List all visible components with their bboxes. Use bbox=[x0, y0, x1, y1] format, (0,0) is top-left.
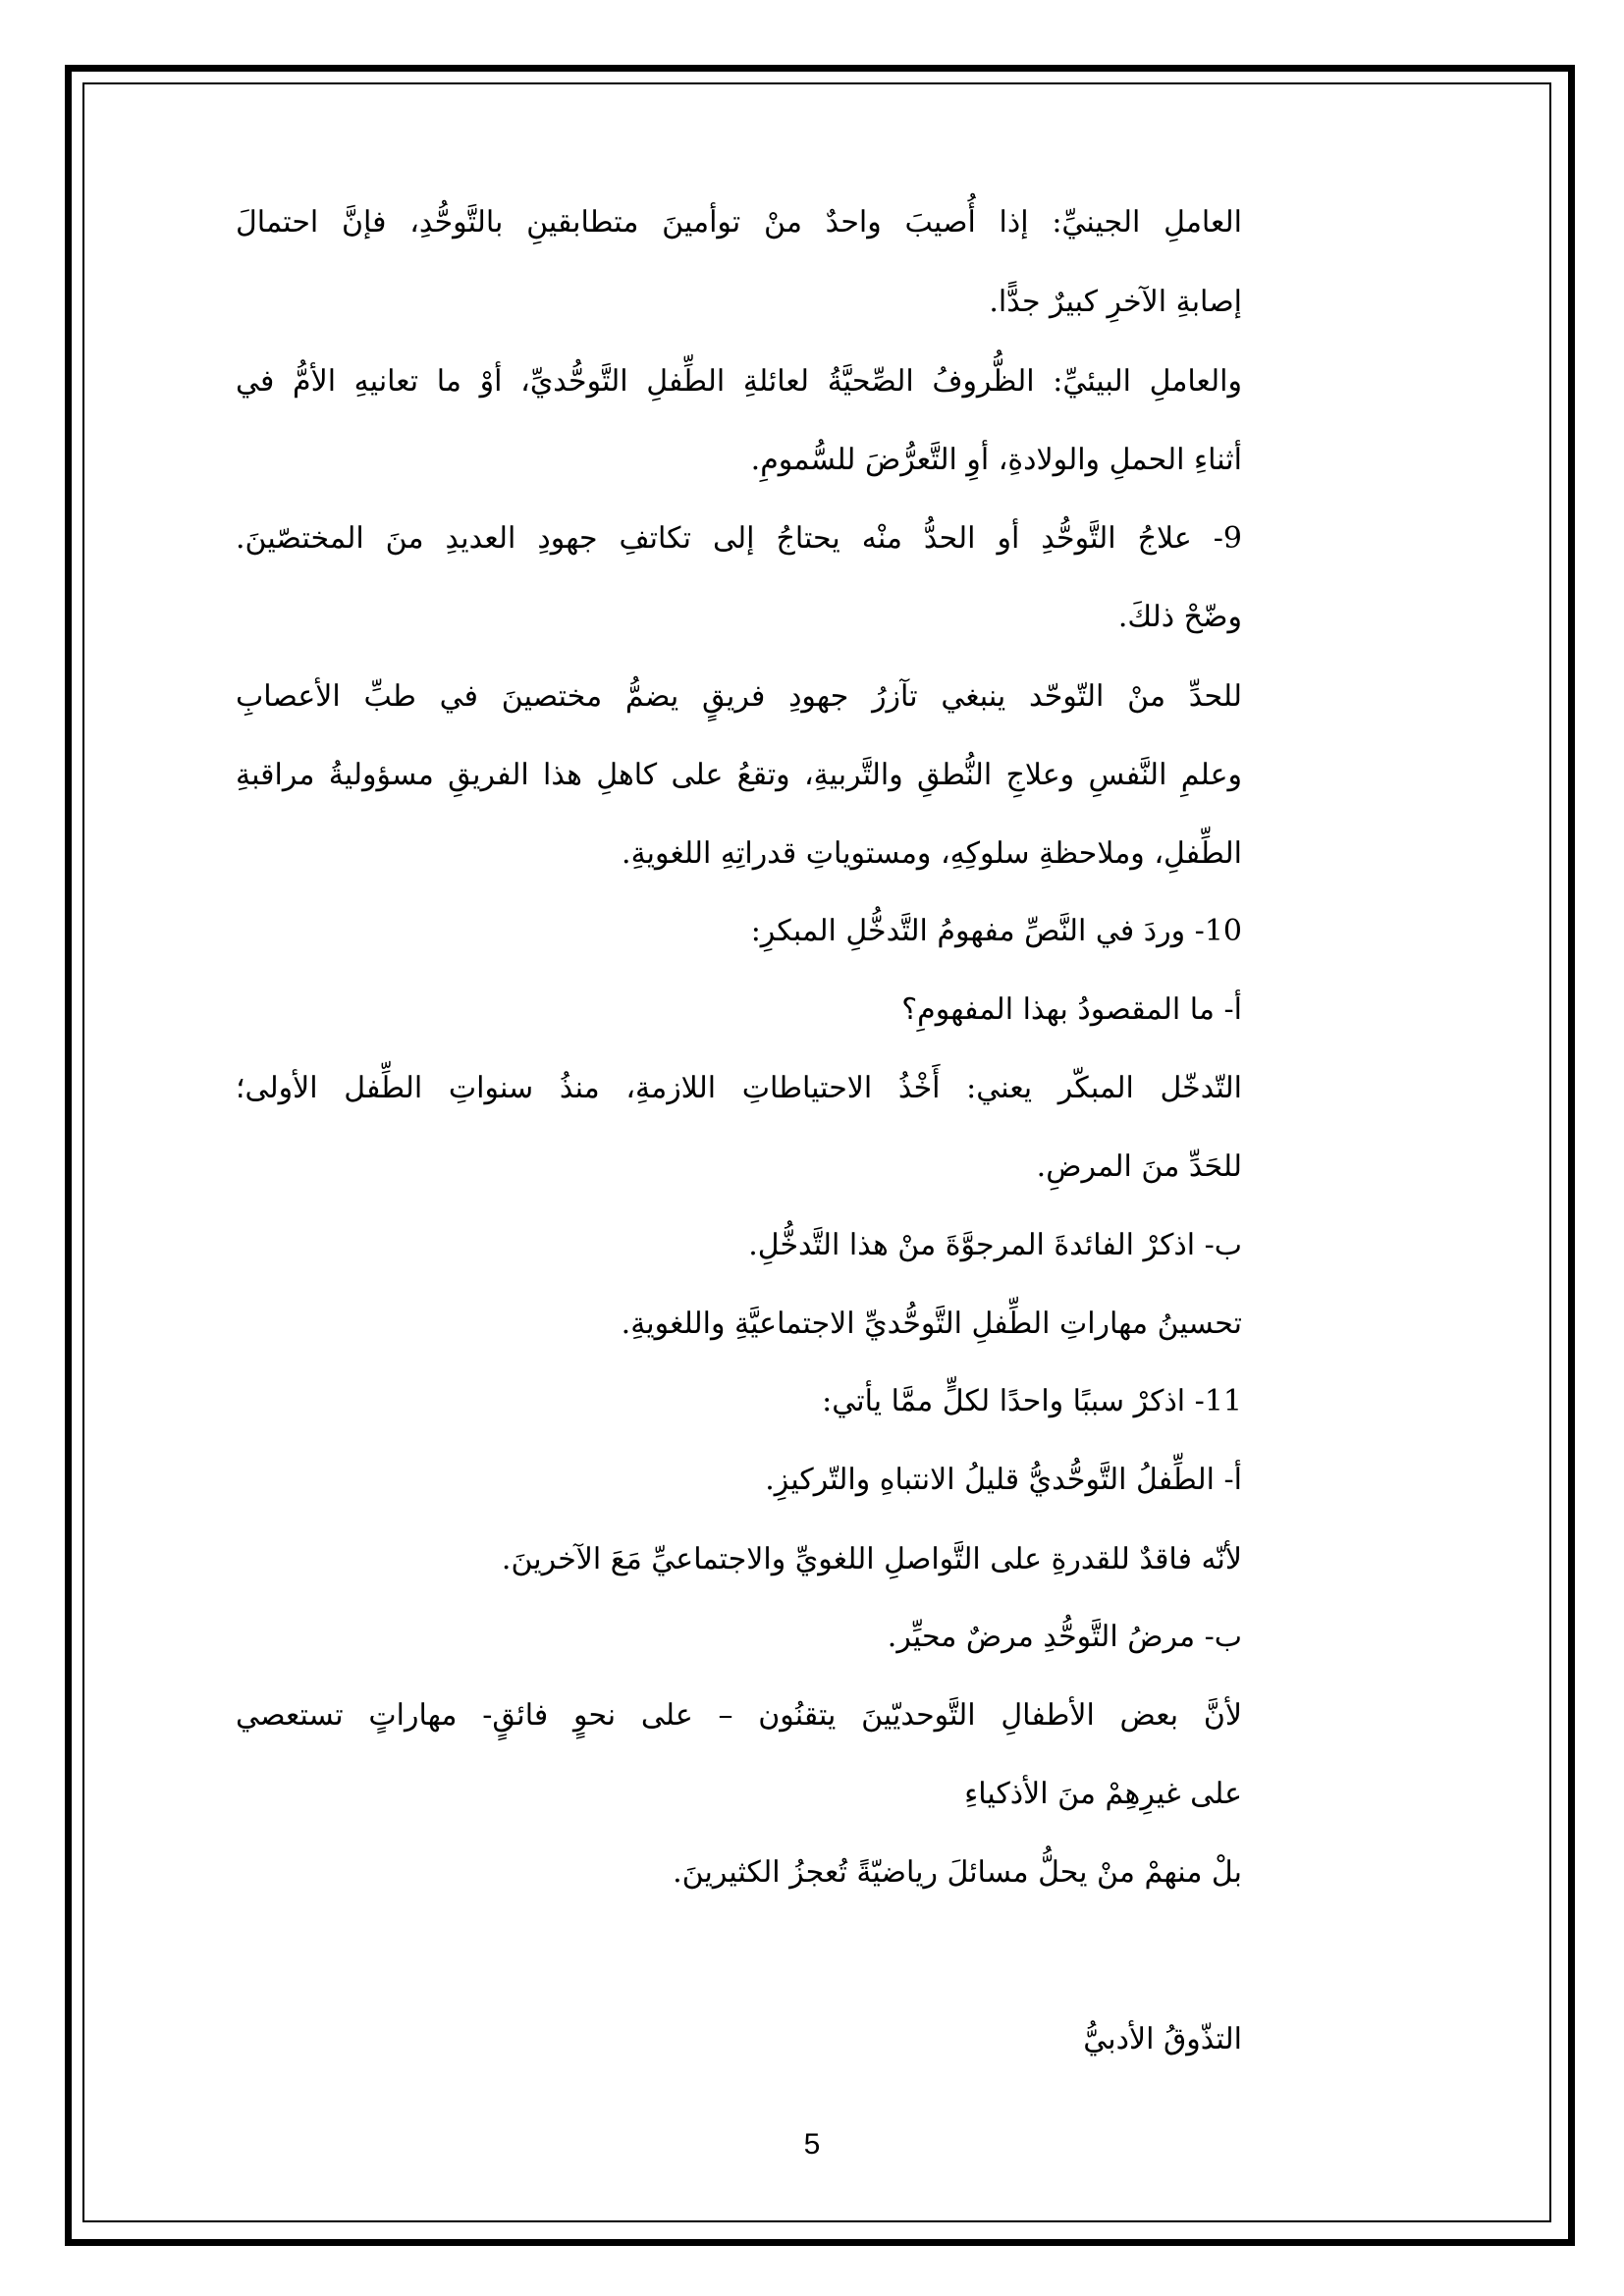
text-line: والعاملِ البيئيِّ: الظُّروفُ الصِّحيَّةُ لعائلةِ الطِّفلِ التَّوحُّديِّ، أوْ ما تعانيهِ الأمُّ في bbox=[236, 364, 1242, 399]
text-line: 10- وردَ في النَّصِّ مفهومُ التَّدخُّلِ المبكرِ: bbox=[750, 914, 1242, 948]
page-number: 5 bbox=[803, 2128, 821, 2161]
text-line: أثناءِ الحملِ والولادةِ، أوِ التَّعرُّضَ للسُّمومِ. bbox=[750, 443, 1242, 477]
text-line: لأنّه فاقدٌ للقدرةِ على التَّواصلِ اللغويِّ والاجتماعيِّ مَعَ الآخرينَ. bbox=[501, 1542, 1242, 1576]
text-line: للحَدِّ منَ المرضِ. bbox=[1036, 1149, 1242, 1184]
text-line: أ- الطِّفلُ التَّوحُّديُّ قليلُ الانتباهِ والتّركيزِ. bbox=[765, 1463, 1242, 1497]
text-line: وضّحْ ذلكَ. bbox=[1117, 600, 1242, 634]
text-line: الطِّفلِ، وملاحظةِ سلوكِهِ، ومستوياتِ قدراتِهِ اللغويةِ. bbox=[622, 836, 1242, 871]
text-line: أ- ما المقصودُ بهذا المفهومِ؟ bbox=[901, 992, 1242, 1027]
text-line: بلْ منهمْ منْ يحلُّ مسائلَ رياضيّةً تُعجزُ الكثيرينَ. bbox=[673, 1855, 1242, 1890]
text-line: 9- علاجُ التَّوحُّدِ أو الحدُّ منْه يحتاجُ إلى تكاتفِ جهودِ العديدِ منَ المختصّينَ. bbox=[236, 521, 1242, 556]
text-line: ب- اذكرْ الفائدةَ المرجوَّةَ منْ هذا التَّدخُّلِ. bbox=[748, 1228, 1242, 1262]
text-line: العاملِ الجينيِّ: إذا أُصيبَ واحدٌ منْ توأمينَ متطابقينِ بالتَّوحُّدِ، فإنَّ احتمالَ bbox=[236, 205, 1242, 240]
text-line: تحسينُ مهاراتِ الطِّفلِ التَّوحُّديِّ الاجتماعيَّةِ واللغويةِ. bbox=[621, 1307, 1242, 1341]
page-border-inner bbox=[82, 82, 1551, 2222]
text-line: وعلمِ النَّفسِ وعلاجِ النُّطقِ والتَّربيةِ، وتقعُ على كاهلِ هذا الفريقِ مسؤوليةُ مراقبةِ bbox=[236, 758, 1242, 792]
section-heading: التذّوقُ الأدبيُّ bbox=[1083, 2022, 1242, 2056]
text-line: التّدخّل المبكّر يعني: أَخْذُ الاحتياطاتِ اللازمةِ، منذُ سنواتِ الطِّفل الأولى؛ bbox=[236, 1071, 1242, 1105]
text-line: على غيرِهِمْ منَ الأذكياءِ bbox=[964, 1777, 1242, 1811]
text-line: للحدِّ منْ التّوحّد ينبغي تآزرُ جهودِ فريقٍ يضمُّ مختصينَ في طبِّ الأعصابِ bbox=[236, 679, 1242, 714]
text-line: لأنَّ بعض الأطفالِ التَّوحديّينَ يتقنُون – على نحوٍ فائقٍ- مهاراتٍ تستعصي bbox=[236, 1698, 1242, 1733]
text-line: ب- مرضُ التَّوحُّدِ مرضٌ محيِّر. bbox=[887, 1620, 1242, 1654]
text-line: 11- اذكرْ سببًا واحدًا لكلٍّ ممَّا يأتي: bbox=[822, 1384, 1242, 1418]
text-line: إصابةِ الآخرِ كبيرٌ جدًّا. bbox=[989, 285, 1242, 319]
